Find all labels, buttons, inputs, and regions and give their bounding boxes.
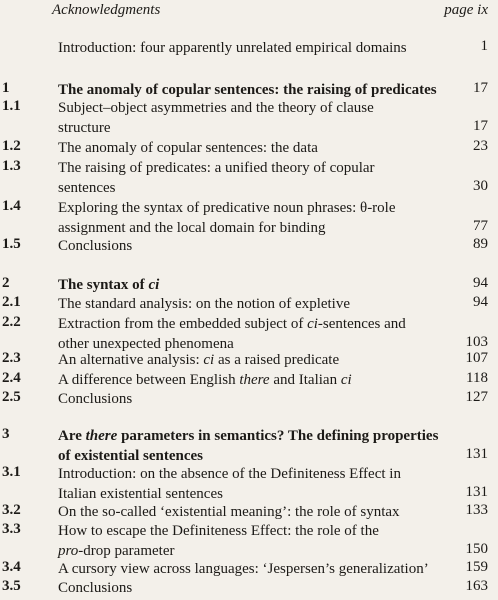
entry-number: 3.5 [2,578,21,594]
entry-page-number: 127 [465,389,488,405]
entry-title-line: sentences [58,180,116,196]
entry-title-line: An alternative analysis: ci as a raised predicate [58,352,340,368]
entry-title [58,578,448,598]
entry-title-line: Introduction: four apparently unrelated empirical domains [58,40,407,56]
entry-page-number: 23 [473,138,488,154]
entry-title [58,559,448,579]
entry-title [58,294,448,314]
entry-title [58,158,448,198]
entry-title-line: A difference between English there and Italian ci [58,372,352,388]
entry-title [58,38,448,58]
entry-number: 2.3 [2,350,21,366]
entry-title [58,464,448,504]
entry-number: 1.5 [2,236,21,252]
entry-page-number: 94 [473,275,488,291]
entry-title [58,80,448,100]
entry-title-line: other unexpected phenomena [58,336,234,352]
entry-title-line: A cursory view across languages: ‘Jespersen’s generalization’ [58,561,429,577]
entry-number: 1.4 [2,198,21,214]
entry-page-number: 159 [465,559,488,575]
entry-page-number: 131 [465,446,488,462]
entry-title [58,314,448,354]
entry-title-line: structure [58,120,111,136]
entry-title-line: Exploring the syntax of predicative noun phrases: θ-role [58,200,396,216]
entry-number: 3.2 [2,502,21,518]
entry-page-number: 118 [466,370,488,386]
entry-title-line: Extraction from the embedded subject of ci-sentences and [58,316,406,332]
entry-number: 1.3 [2,158,21,174]
entry-page-number: 131 [465,484,488,500]
entry-title-line: Conclusions [58,391,133,407]
entry-page-number: 30 [473,178,488,194]
entry-title-line: Conclusions [58,238,133,254]
entry-title [58,275,448,295]
acknowledgments-entry: Acknowledgments [52,2,161,18]
entry-number: 3.1 [2,464,21,480]
entry-page-number: 77 [473,218,488,234]
entry-page-number: 94 [473,294,488,310]
entry-page-number: 107 [465,350,488,366]
entry-title [58,350,448,370]
entry-number: 2 [2,275,10,291]
entry-title-line: Subject–object asymmetries and the theory of clause [58,100,374,116]
entry-title-line: pro-drop parameter [58,543,175,559]
entry-title-line: The raising of predicates: a unified theory of copular [58,160,375,176]
entry-title [58,370,448,390]
entry-number: 1.1 [2,98,21,114]
entry-title-line: Italian existential sentences [58,486,223,502]
entry-title [58,198,448,238]
entry-title-line: The standard analysis: on the notion of expletive [58,296,351,312]
entry-page-number: 17 [473,80,488,96]
entry-title [58,521,448,561]
entry-page-number: 17 [473,118,488,134]
acknowledgments-page: page ix [444,2,488,18]
entry-title [58,138,448,158]
entry-page-number: 89 [473,236,488,252]
entry-title [58,98,448,138]
entry-title [58,426,448,466]
entry-page-number: 163 [465,578,488,594]
entry-title-line: Conclusions [58,580,133,596]
entry-title-line: The anomaly of copular sentences: the data [58,140,318,156]
entry-number: 3.3 [2,521,21,537]
entry-page-number: 103 [465,334,488,350]
entry-page-number: 1 [480,38,488,54]
entry-number: 2.1 [2,294,21,310]
entry-number: 2.2 [2,314,21,330]
entry-number: 1 [2,80,10,96]
entry-number: 3 [2,426,10,442]
entry-title-line: On the so-called ‘existential meaning’: the role of syntax [58,504,400,520]
entry-title-line: Introduction: on the absence of the Definiteness Effect in [58,466,401,482]
entry-page-number: 150 [465,541,488,557]
entry-number: 3.4 [2,559,21,575]
entry-title [58,502,448,522]
entry-number: 2.4 [2,370,21,386]
entry-title-line: assignment and the local domain for binding [58,220,326,236]
entry-title-line: The anomaly of copular sentences: the raising of predicates [58,82,437,98]
entry-title [58,389,448,409]
entry-page-number: 133 [465,502,488,518]
entry-title-line: of existential sentences [58,448,203,464]
entry-title-line: The syntax of ci [58,277,160,293]
entry-number: 2.5 [2,389,21,405]
entry-title [58,236,448,256]
entry-title-line: How to escape the Definiteness Effect: the role of the [58,523,379,539]
entry-title-line: Are there parameters in semantics? The defining properties [58,428,439,444]
entry-number: 1.2 [2,138,21,154]
